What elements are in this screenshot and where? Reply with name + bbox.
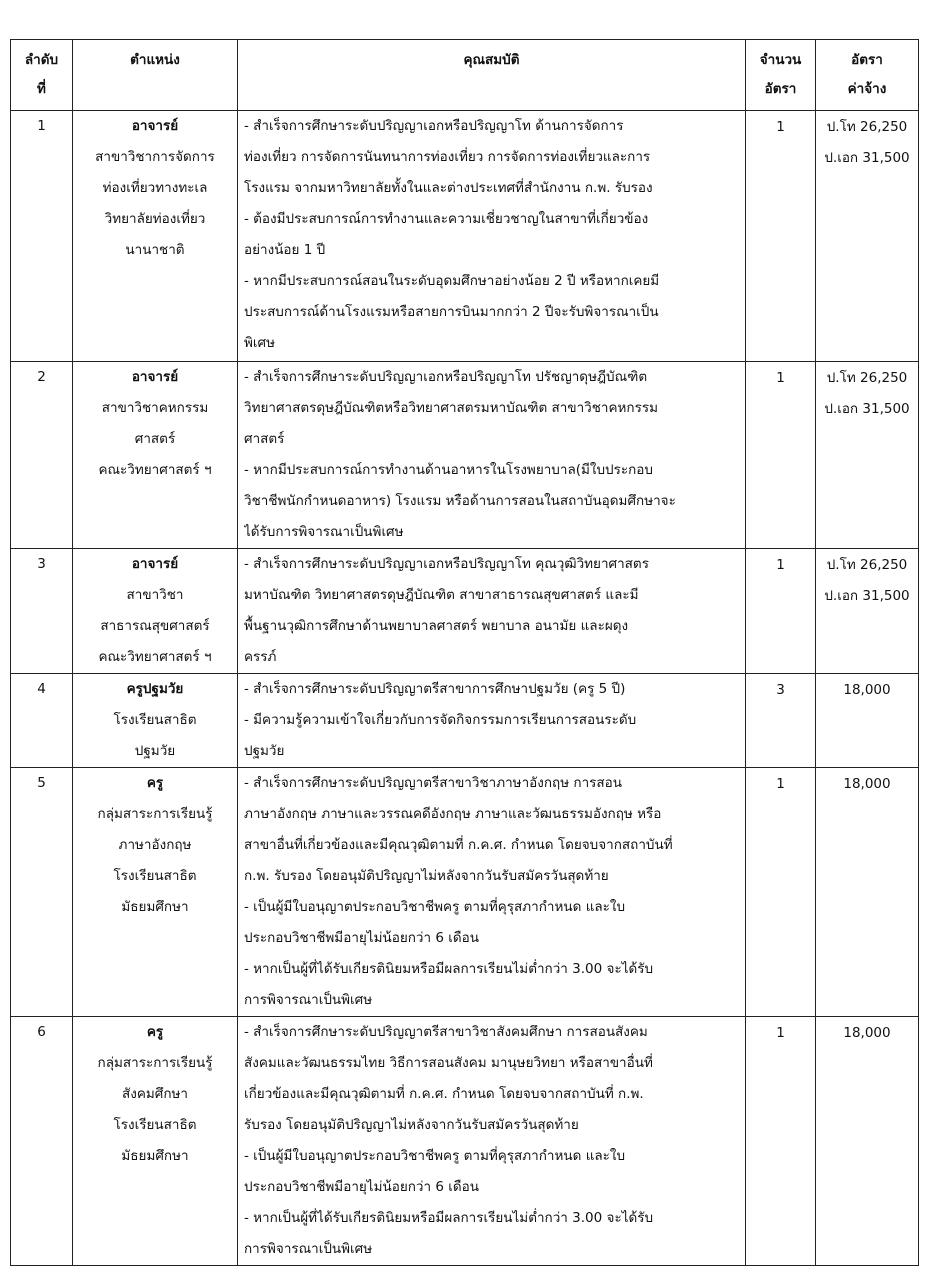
position-line: โรงเรียนสาธิต (113, 868, 197, 884)
position-line: สาธารณสุขศาสตร์ (100, 618, 210, 634)
position-cell (73, 111, 238, 362)
count-cell: 1 (746, 768, 816, 1017)
qualification-line: - สำเร็จการศึกษาระดับปริญญาเอกหรือปริญญาโท ปรัชญาดุษฎีบัณฑิต (244, 369, 648, 385)
qualification-line: ภาษาอังกฤษ ภาษาและวรรณคดีอังกฤษ ภาษาและวัฒนธรรมอังกฤษ หรือ (244, 806, 662, 822)
position-line: ครูปฐมวัย (126, 681, 184, 697)
table-row (11, 768, 919, 1017)
rate-line: 18,000 (843, 1025, 891, 1041)
qualification-line: รับรอง โดยอนุมัติปริญญาไม่หลังจากวันรับสมัครวันสุดท้าย (244, 1117, 579, 1133)
table-row (11, 549, 919, 674)
row-number: 3 (11, 549, 73, 674)
position-cell (73, 362, 238, 549)
position-line: ครู (146, 775, 164, 791)
position-line: คณะวิทยาศาสตร์ ฯ (98, 462, 212, 478)
rate-cell (816, 362, 919, 549)
position-cell (73, 549, 238, 674)
position-line: ภาษาอังกฤษ (118, 837, 192, 853)
qualification-line: - สำเร็จการศึกษาระดับปริญญาเอกหรือปริญญาโท ด้านการจัดการ (244, 118, 624, 134)
qualification-line: - สำเร็จการศึกษาระดับปริญญาเอกหรือปริญญาโท คุณวุฒิวิทยาศาสตร (244, 556, 649, 572)
header-rate: อัตรา ค่าจ้าง (816, 40, 919, 111)
qualification-line: - เป็นผู้มีใบอนุญาตประกอบวิชาชีพครู ตามที่คุรุสภากำหนด และใบ (244, 899, 626, 915)
qualification-line: พื้นฐานวุฒิการศึกษาด้านพยาบาลศาสตร์ พยาบาล อนามัย และผดุง (244, 618, 629, 634)
qualification-line: ก.พ. รับรอง โดยอนุมัติปริญญาไม่หลังจากวันรับสมัครวันสุดท้าย (244, 868, 609, 884)
qualification-line: - หากมีประสบการณ์สอนในระดับอุดมศึกษาอย่างน้อย 2 ปี หรือหากเคยมี (244, 273, 660, 289)
qualification-line: โรงแรม จากมหาวิทยาลัยทั้งในและต่างประเทศที่สำนักงาน ก.พ. รับรอง (244, 180, 653, 196)
count-cell: 1 (746, 549, 816, 674)
position-line: มัธยมศึกษา (121, 899, 189, 915)
qualification-line: - เป็นผู้มีใบอนุญาตประกอบวิชาชีพครู ตามที่คุรุสภากำหนด และใบ (244, 1148, 626, 1164)
qualification-cell (238, 549, 746, 674)
qualification-line: - สำเร็จการศึกษาระดับปริญญาตรีสาขาวิชาภาษาอังกฤษ การสอน (244, 775, 622, 791)
row-number: 6 (11, 1017, 73, 1266)
qualification-line: - ต้องมีประสบการณ์การทำงานและความเชี่ยวชาญในสาขาที่เกี่ยวข้อง (244, 211, 649, 227)
header-position: ตำแหน่ง (73, 40, 238, 111)
qualification-line: มหาบัณฑิต วิทยาศาสตรดุษฎีบัณฑิต สาขาสาธารณสุขศาสตร์ และมี (244, 587, 639, 603)
position-line: นานาชาติ (125, 242, 185, 258)
qualification-cell (238, 111, 746, 362)
table-body (11, 111, 919, 1266)
qualification-line: วิทยาศาสตรดุษฎีบัณฑิตหรือวิทยาศาสตรมหาบัณฑิต สาขาวิชาคหกรรม (244, 400, 659, 416)
qualification-line: ท่องเที่ยว การจัดการนันทนาการท่องเที่ยว การจัดการท่องเที่ยวและการ (244, 149, 651, 165)
header-count: จำนวน อัตรา (746, 40, 816, 111)
qualification-line: ศาสตร์ (244, 431, 285, 447)
qualification-line: ประกอบวิชาชีพมีอายุไม่น้อยกว่า 6 เดือน (244, 1179, 479, 1195)
qualification-line: วิชาชีพนักกำหนดอาหาร) โรงแรม หรือด้านการสอนในสถาบันอุดมศึกษาจะ (244, 493, 676, 509)
count-cell: 1 (746, 362, 816, 549)
position-line: สังคมศึกษา (122, 1086, 188, 1102)
row-number: 1 (11, 111, 73, 362)
rate-line: ป.เอก 31,500 (824, 401, 910, 417)
rate-line: ป.เอก 31,500 (824, 588, 910, 604)
position-cell (73, 674, 238, 768)
qualification-line: - สำเร็จการศึกษาระดับปริญญาตรีสาขาการศึกษาปฐมวัย (ครู 5 ปี) (244, 681, 626, 697)
qualification-line: - มีความรู้ความเข้าใจเกี่ยวกับการจัดกิจกรรมการเรียนการสอนระดับ (244, 712, 637, 728)
position-cell (73, 768, 238, 1017)
qualification-line: ครรภ์ (244, 649, 277, 665)
rate-cell (816, 1017, 919, 1266)
table-header-row (11, 40, 919, 111)
position-line: สาขาวิชาคหกรรม (101, 400, 209, 416)
qualification-line: - สำเร็จการศึกษาระดับปริญญาตรีสาขาวิชาสังคมศึกษา การสอนสังคม (244, 1024, 648, 1040)
position-line: โรงเรียนสาธิต (113, 712, 197, 728)
position-line: สาขาวิชา (126, 587, 184, 603)
count-cell: 3 (746, 674, 816, 768)
position-line: ท่องเที่ยวทางทะเล (102, 180, 208, 196)
count-cell: 1 (746, 1017, 816, 1266)
rate-line: ป.โท 26,250 (826, 370, 908, 386)
position-cell (73, 1017, 238, 1266)
table-row (11, 674, 919, 768)
qualification-line: ประสบการณ์ด้านโรงแรมหรือสายการบินมากกว่า 2 ปีจะรับพิจารณาเป็น (244, 304, 659, 320)
qualification-line: - หากเป็นผู้ที่ได้รับเกียรตินิยมหรือมีผลการเรียนไม่ต่ำกว่า 3.00 จะได้รับ (244, 1210, 654, 1226)
position-line: โรงเรียนสาธิต (113, 1117, 197, 1133)
qualification-line: สังคมและวัฒนธรรมไทย วิธีการสอนสังคม มานุษยวิทยา หรือสาขาอื่นที่ (244, 1055, 653, 1071)
position-line: วิทยาลัยท่องเที่ยว (104, 211, 206, 227)
rate-line: 18,000 (843, 776, 891, 792)
rate-cell (816, 768, 919, 1017)
qualification-cell (238, 1017, 746, 1266)
rate-line: ป.โท 26,250 (826, 119, 908, 135)
row-number: 4 (11, 674, 73, 768)
qualification-line: การพิจารณาเป็นพิเศษ (244, 1241, 373, 1257)
table-row (11, 111, 919, 362)
qualification-cell (238, 362, 746, 549)
qualification-line: การพิจารณาเป็นพิเศษ (244, 992, 373, 1008)
qualification-line: อย่างน้อย 1 ปี (244, 242, 326, 258)
position-line: ปฐมวัย (134, 743, 176, 759)
position-line: ครู (146, 1024, 164, 1040)
header-no: ลำดับ ที่ (11, 40, 73, 111)
rate-line: ป.เอก 31,500 (824, 150, 910, 166)
qualification-line: ได้รับการพิจารณาเป็นพิเศษ (244, 524, 404, 540)
qualification-line: ประกอบวิชาชีพมีอายุไม่น้อยกว่า 6 เดือน (244, 930, 479, 946)
qualification-line: ปฐมวัย (244, 743, 285, 759)
qualification-line: สาขาอื่นที่เกี่ยวข้องและมีคุณวุฒิตามที่ ก.ค.ศ. กำหนด โดยจบจากสถาบันที่ (244, 837, 673, 853)
table-row (11, 1017, 919, 1266)
qualification-line: พิเศษ (244, 335, 275, 351)
row-number: 2 (11, 362, 73, 549)
qualification-line: เกี่ยวข้องและมีคุณวุฒิตามที่ ก.ค.ศ. กำหนด โดยจบจากสถาบันที่ ก.พ. (244, 1086, 644, 1102)
position-line: คณะวิทยาศาสตร์ ฯ (98, 649, 212, 665)
position-line: สาขาวิชาการจัดการ (95, 149, 215, 165)
rate-line: ป.โท 26,250 (826, 557, 908, 573)
count-cell: 1 (746, 111, 816, 362)
position-line: มัธยมศึกษา (121, 1148, 189, 1164)
position-line: กลุ่มสาระการเรียนรู้ (97, 1055, 213, 1071)
position-line: ศาสตร์ (134, 431, 176, 447)
position-line: กลุ่มสาระการเรียนรู้ (97, 806, 213, 822)
rate-cell (816, 111, 919, 362)
qualification-cell (238, 674, 746, 768)
position-line: อาจารย์ (131, 118, 179, 134)
row-number: 5 (11, 768, 73, 1017)
rate-cell (816, 674, 919, 768)
qualification-cell (238, 768, 746, 1017)
positions-table (10, 39, 919, 1266)
rate-cell (816, 549, 919, 674)
table-row (11, 362, 919, 549)
position-line: อาจารย์ (131, 369, 179, 385)
rate-line: 18,000 (843, 682, 891, 698)
qualification-line: - หากเป็นผู้ที่ได้รับเกียรตินิยมหรือมีผลการเรียนไม่ต่ำกว่า 3.00 จะได้รับ (244, 961, 654, 977)
position-line: อาจารย์ (131, 556, 179, 572)
header-qualification: คุณสมบัติ (238, 40, 746, 111)
qualification-line: - หากมีประสบการณ์การทำงานด้านอาหารในโรงพยาบาล(มีใบประกอบ (244, 462, 653, 478)
